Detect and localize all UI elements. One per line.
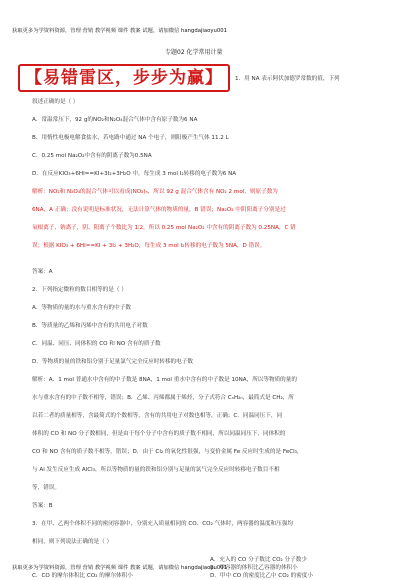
q1-stem-line-2: 叙述正确的是（ ） bbox=[32, 99, 79, 105]
q3-option-c: C．CO 的摩尔体积比 CO₂ 的摩尔体积小 bbox=[32, 573, 133, 579]
q2-option-d: D．等物质的量的铁和铝分别于足量氯气完全反应时转移的电子数 bbox=[32, 359, 193, 365]
q2-analysis-line: CO 和 NO 含有的质子数不相等，错误；D．由于 Cl₂ 的氧化性很强，与变价金属 Fe 反应时生成的是 FeCl₃， bbox=[32, 449, 303, 455]
banner-box: 【易错雷区，步步为赢】 bbox=[18, 64, 230, 92]
header-promo-text: 获取更多为学资料资源，管理 营销 教学视频 课件 教案 试题，请加微信 hangdajiaoyu001 bbox=[12, 28, 227, 34]
footer-promo-text: 获取更多为学资料资源，管理 营销 教学视频 课件 教案 试题，请加微信 hangdajiaoyu001 bbox=[12, 565, 227, 571]
q1-option-d: D．在反应KIO₃+6HI==KI+3I₂+3H₂O 中，每生成 3 mol I₂转移的电子数为6 NA bbox=[32, 171, 237, 177]
q2-analysis-line: 与 Al 发生反应生成 AlCl₃，所以等物质的量的铁和铝分别与足量的氯气完全反应时转移电子数目不相 bbox=[32, 467, 280, 473]
q2-analysis-line: 等，错误。 bbox=[32, 485, 60, 491]
q1-analysis-line: 误；根据 KIO₃ + 6HI==KI + 3I₂ + 3H₂O，每生成 3 mol I₂转移的电子数为 5NA，D 错误。 bbox=[32, 243, 266, 249]
page-title: 专题02 化学常用计量 bbox=[165, 49, 223, 56]
q1-answer: 答案：A bbox=[32, 269, 53, 275]
q1-option-a: A．常温常压下，92 g的NO₂和N₂O₄混合气体中含有原子数为6 NA bbox=[32, 117, 198, 123]
q1-stem-line-1: 1．用 NA 表示阿伏加德罗常数的值，下列 bbox=[235, 76, 340, 82]
q2-analysis-line: 解析：A．1 mol 普通水中含有的中子数是 8NA，1 mol 重水中含有的中子数是 10NA，所以等物质的量的 bbox=[32, 377, 297, 383]
q3-option-d: D．甲中 CO 的密度比乙中 CO₂ 的密度小 bbox=[210, 573, 313, 579]
q2-analysis-line: 以若二者的质量相等，含最简式的个数相等，含有的共用电子对数也相等，正确；C．同温同压下，同 bbox=[32, 413, 283, 419]
q2-option-c: C．同温、同压、同体积的 CO 和 NO 含有的质子数 bbox=[32, 341, 161, 347]
q1-analysis-line: 氧根离子、钠离子，阴、阳离子个数比为 1∶2，所以 0.25 mol Na₂O₂ 中含有的阴离子数为 0.25NA，C 错 bbox=[32, 225, 296, 231]
q3-option-b: B．甲容器的体积比乙容器的体积小 bbox=[210, 565, 298, 571]
q1-option-b: B．用惰性电极电解食盐水，若电路中通过 NA 个电子，则阳极产生气体 11.2 L bbox=[32, 135, 229, 141]
q1-analysis-line: 解析：NO₂和 N₂O₄的混合气体可以看成(NO₂)ₙ，所以 92 g 混合气体含有 NO₂ 2 mol，则原子数为 bbox=[32, 189, 278, 195]
q2-answer: 答案：B bbox=[32, 503, 53, 509]
q2-option-a: A．等物质的量的水与重水含有的中子数 bbox=[32, 305, 131, 311]
q2-stem: 2．下列指定微粒的数目相等的是（ ） bbox=[32, 287, 127, 293]
q2-analysis-line: 体积的 CO 和 NO 分子数相同，但是由于每个分子中含有的质子数不相同，所以同温同压下，同体积的 bbox=[32, 431, 286, 437]
q3-stem-line-1: 3．在甲、乙两个体积不同的密闭容器中，分别充入质量相同的 CO、CO₂ 气体时，两容器的温度和压强均 bbox=[32, 521, 293, 527]
q2-analysis-line: 水与重水含有的中子数不相等，错误；B．乙烯、丙烯都属于烯烃，分子式符合 CₙH₂ₙ，最简式是 CH₂，所 bbox=[32, 395, 294, 401]
q1-analysis-line: 6NA，A 正确；没有说明是标准状况，无法计算气体的物质的量，B 错误；Na₂O₂ 中阴阳离子分别是过 bbox=[32, 207, 286, 213]
q3-option-a: A．充入的 CO 分子数比 CO₂ 分子数少 bbox=[210, 557, 307, 563]
q2-option-b: B．等质量的乙烯和丙烯中含有的共用电子对数 bbox=[32, 323, 148, 329]
q1-option-c: C．0.25 mol Na₂O₂中含有的阴离子数为0.5NA bbox=[32, 153, 152, 159]
q3-stem-line-2: 相同，则下列说法正确的是（ ） bbox=[32, 539, 113, 545]
